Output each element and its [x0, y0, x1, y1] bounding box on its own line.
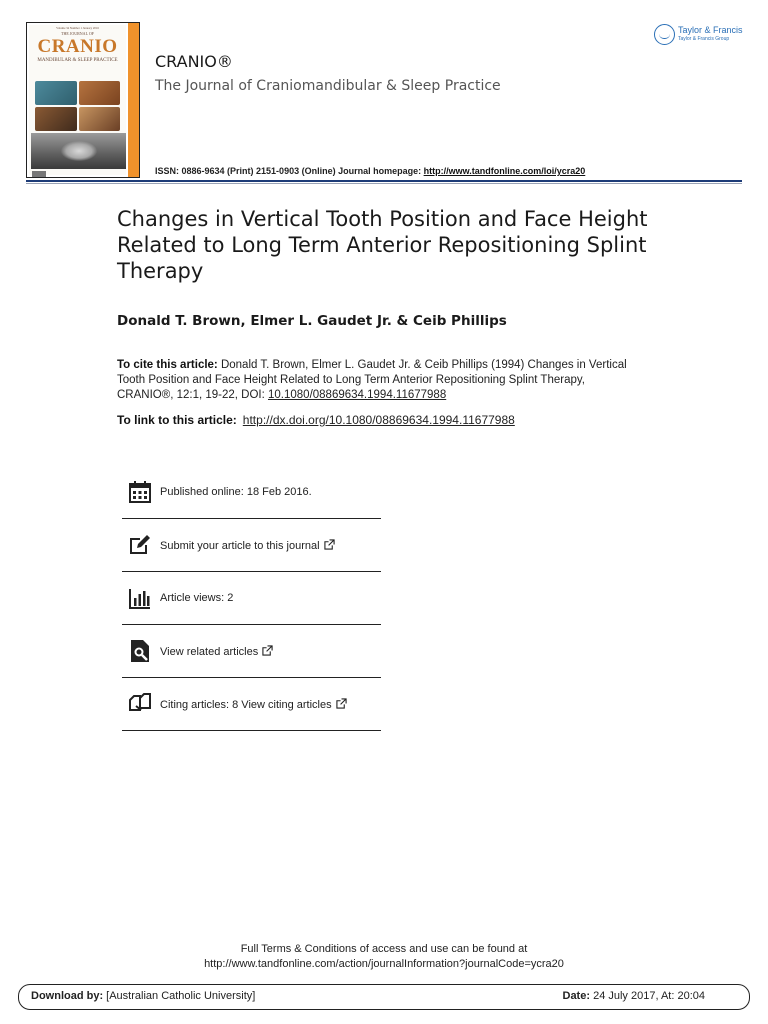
- article-views-text: Article views: 2: [160, 592, 234, 604]
- citation-block: [117, 358, 637, 403]
- download-info-bar: [18, 984, 750, 1010]
- terms-notice: [0, 942, 768, 972]
- citing-articles-link[interactable]: [160, 698, 347, 711]
- download-label: Download by:: [31, 990, 104, 1002]
- cover-journal-line: THE JOURNAL OF: [61, 31, 94, 36]
- publisher-group: Taylor & Francis Group: [678, 36, 730, 42]
- cover-publisher-logo: [32, 171, 46, 177]
- link-label: To link to this article:: [117, 413, 237, 427]
- related-articles-link[interactable]: [160, 645, 273, 658]
- external-link-icon: [324, 539, 335, 550]
- journal-cover-image: [26, 22, 140, 178]
- terms-line-1: Full Terms & Conditions of access and use can be found at: [240, 943, 528, 955]
- external-link-icon: [336, 698, 347, 709]
- cite-label: To cite this article:: [117, 359, 218, 371]
- submit-article-row[interactable]: [122, 519, 381, 572]
- header-divider-thin: [26, 183, 742, 184]
- cover-photos: [35, 81, 120, 131]
- published-row: [122, 466, 381, 519]
- date-label: Date:: [562, 990, 591, 1002]
- submit-article-link[interactable]: [160, 539, 335, 552]
- taylor-francis-logo: [654, 24, 746, 46]
- cover-xray: [31, 133, 126, 169]
- citing-articles-label: Citing articles: 8 View citing articles: [160, 698, 332, 711]
- related-articles-label: View related articles: [160, 645, 259, 658]
- article-doi-link[interactable]: http://dx.doi.org/10.1080/08869634.1994.11677988: [242, 413, 515, 427]
- journal-homepage-link[interactable]: http://www.tandfonline.com/loi/ycra20: [423, 166, 586, 176]
- cover-title: CRANIO: [37, 36, 118, 57]
- article-authors: Donald T. Brown, Elmer L. Gaudet Jr. & Ceib Phillips: [117, 313, 507, 329]
- search-document-icon: [128, 639, 152, 663]
- terms-url[interactable]: http://www.tandfonline.com/action/journalInformation?journalCode=ycra20: [204, 958, 564, 970]
- publisher-name: Taylor & Francis: [678, 25, 743, 35]
- journal-subtitle: The Journal of Craniomandibular & Sleep Practice: [155, 78, 501, 94]
- related-articles-row[interactable]: [122, 625, 381, 678]
- journal-name: CRANIO®: [155, 52, 233, 71]
- edit-icon: [128, 533, 152, 557]
- calendar-icon: [128, 480, 152, 504]
- submit-article-label: Submit your article to this journal: [160, 539, 320, 552]
- date-value: 24 July 2017, At: 20:04: [590, 990, 705, 1002]
- cite-doi-link[interactable]: 10.1080/08869634.1994.11677988: [268, 389, 447, 401]
- download-date: [563, 990, 706, 1002]
- citing-documents-icon: [128, 692, 152, 716]
- published-text: Published online: 18 Feb 2016.: [160, 486, 312, 498]
- citing-articles-row[interactable]: [122, 678, 381, 731]
- article-link-block: [117, 413, 515, 427]
- downloaded-by: [31, 990, 255, 1002]
- tf-logo-icon: [654, 24, 675, 45]
- cover-issue-line: Volume 34 Number 1 January 2016: [56, 26, 99, 30]
- issn-line: [155, 166, 585, 176]
- cover-subtitle: MANDIBULAR & SLEEP PRACTICE: [37, 58, 118, 63]
- download-value: [Australian Catholic University]: [103, 990, 256, 1002]
- article-title: Changes in Vertical Tooth Position and Face Height Related to Long Term Anterior Repositioning Splint Therapy: [117, 207, 648, 283]
- article-info-list: [122, 466, 381, 731]
- cite-text: Donald T. Brown, Elmer L. Gaudet Jr. & Ceib Phillips (1994) Changes in Vertical Tooth Position and Face Height Related to Long Term Anterior Repositioning Splint Therapy, CRANIO®, 12:1, 19-22, DOI:: [117, 359, 627, 401]
- header-divider: [26, 180, 742, 182]
- cover-orange-stripe: [128, 23, 139, 177]
- bar-chart-icon: [128, 586, 152, 610]
- external-link-icon: [262, 645, 273, 656]
- issn-text: ISSN: 0886-9634 (Print) 2151-0903 (Online) Journal homepage:: [155, 166, 424, 176]
- article-views-row: [122, 572, 381, 625]
